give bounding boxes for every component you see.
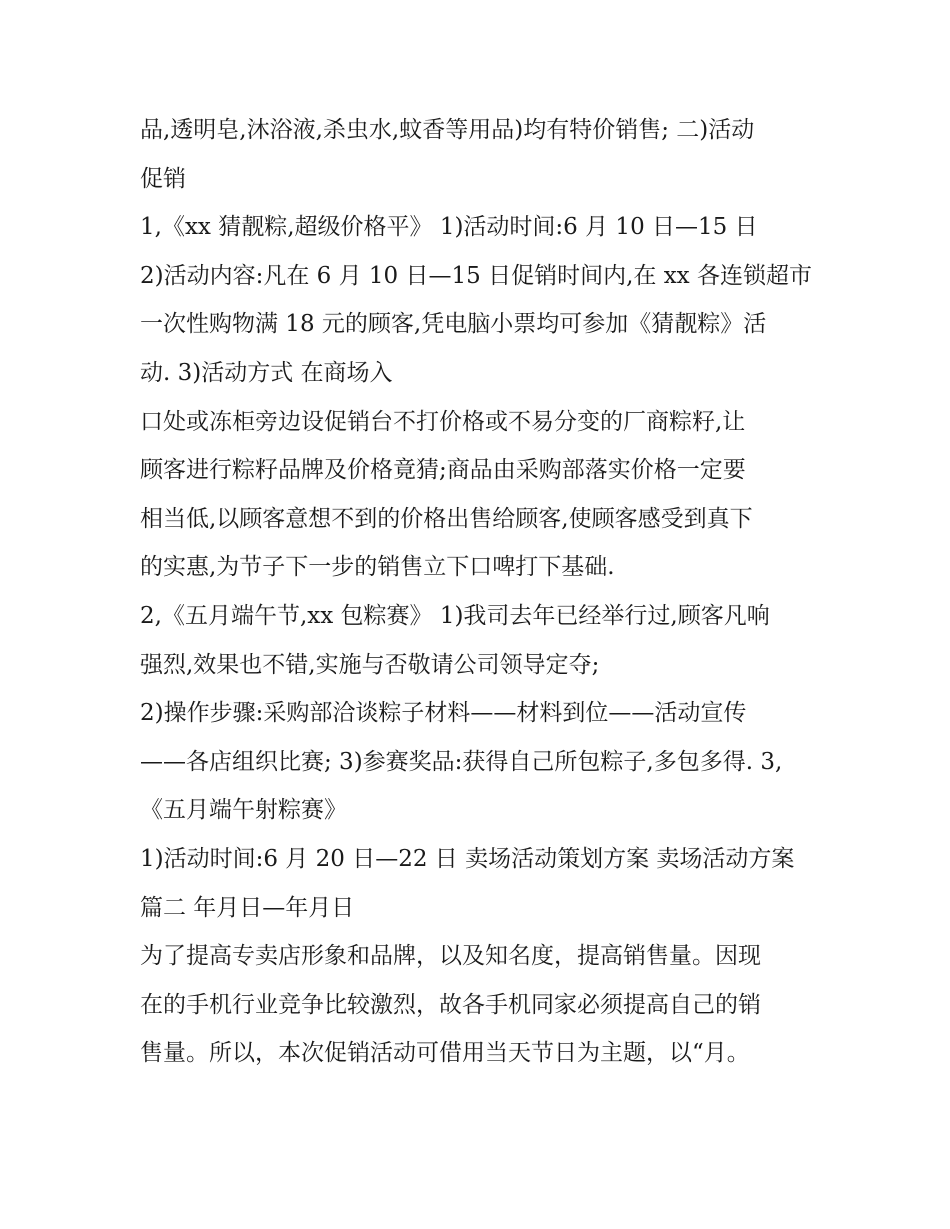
text-line: 2)操作步骤:采购部洽谈粽子材料——材料到位——活动宣传 (140, 700, 747, 727)
text-line: 口处或冻柜旁边设促销台不打价格或不易分变的厂商粽籽,让 (140, 408, 746, 435)
text-line: 为了提高专卖店形象和品牌，以及知名度，提高销售量。因现 (140, 943, 761, 970)
text-line: 一次性购物满 18 元的顾客,凭电脑小票均可参加《猜靓粽》活 (140, 311, 767, 338)
text-line: 售量。所以，本次促销活动可借用当天节日为主题，以“月。 (140, 1040, 750, 1067)
text-line: 促销 (140, 165, 186, 192)
text-line: 品,透明皂,沐浴液,杀虫水,蚊香等用品)均有特价销售; 二)活动 (140, 117, 755, 143)
text-line: 篇二 年月日—年月日 (140, 894, 355, 921)
text-line: 《五月端午射粽赛》 (140, 797, 347, 824)
text-line: 1,《xx 猜靓粽,超级价格平》 1)活动时间:6 月 10 日—15 日 (140, 214, 758, 241)
text-line: 1)活动时间:6 月 20 日—22 日 卖场活动策划方案 卖场活动方案 (140, 845, 795, 872)
text-line: 顾客进行粽籽品牌及价格竟猜;商品由采购部落实价格一定要 (140, 457, 746, 484)
text-line: 相当低,以顾客意想不到的价格出售给顾客,使顾客感受到真下 (140, 505, 753, 532)
text-line: 2,《五月端午节,xx 包粽赛》 1)我司去年已经举行过,顾客凡响 (140, 602, 770, 629)
text-line: 在的手机行业竞争比较激烈，故各手机同家必须提高自己的销 (140, 991, 761, 1018)
text-line: 的实惠,为节子下一步的销售立下口啤打下基础. (140, 554, 615, 581)
text-line: 2)活动内容:凡在 6 月 10 日—15 日促销时间内,在 xx 各连锁超市 (140, 262, 812, 289)
document-body (140, 106, 830, 1078)
text-line: 强烈,效果也不错,实施与否敬请公司领导定夺; (140, 651, 600, 678)
text-line: 动. 3)活动方式 在商场入 (140, 359, 393, 386)
text-line: ——各店组织比赛; 3)参赛奖品:获得自己所包粽子,多包多得. 3, (140, 748, 783, 775)
